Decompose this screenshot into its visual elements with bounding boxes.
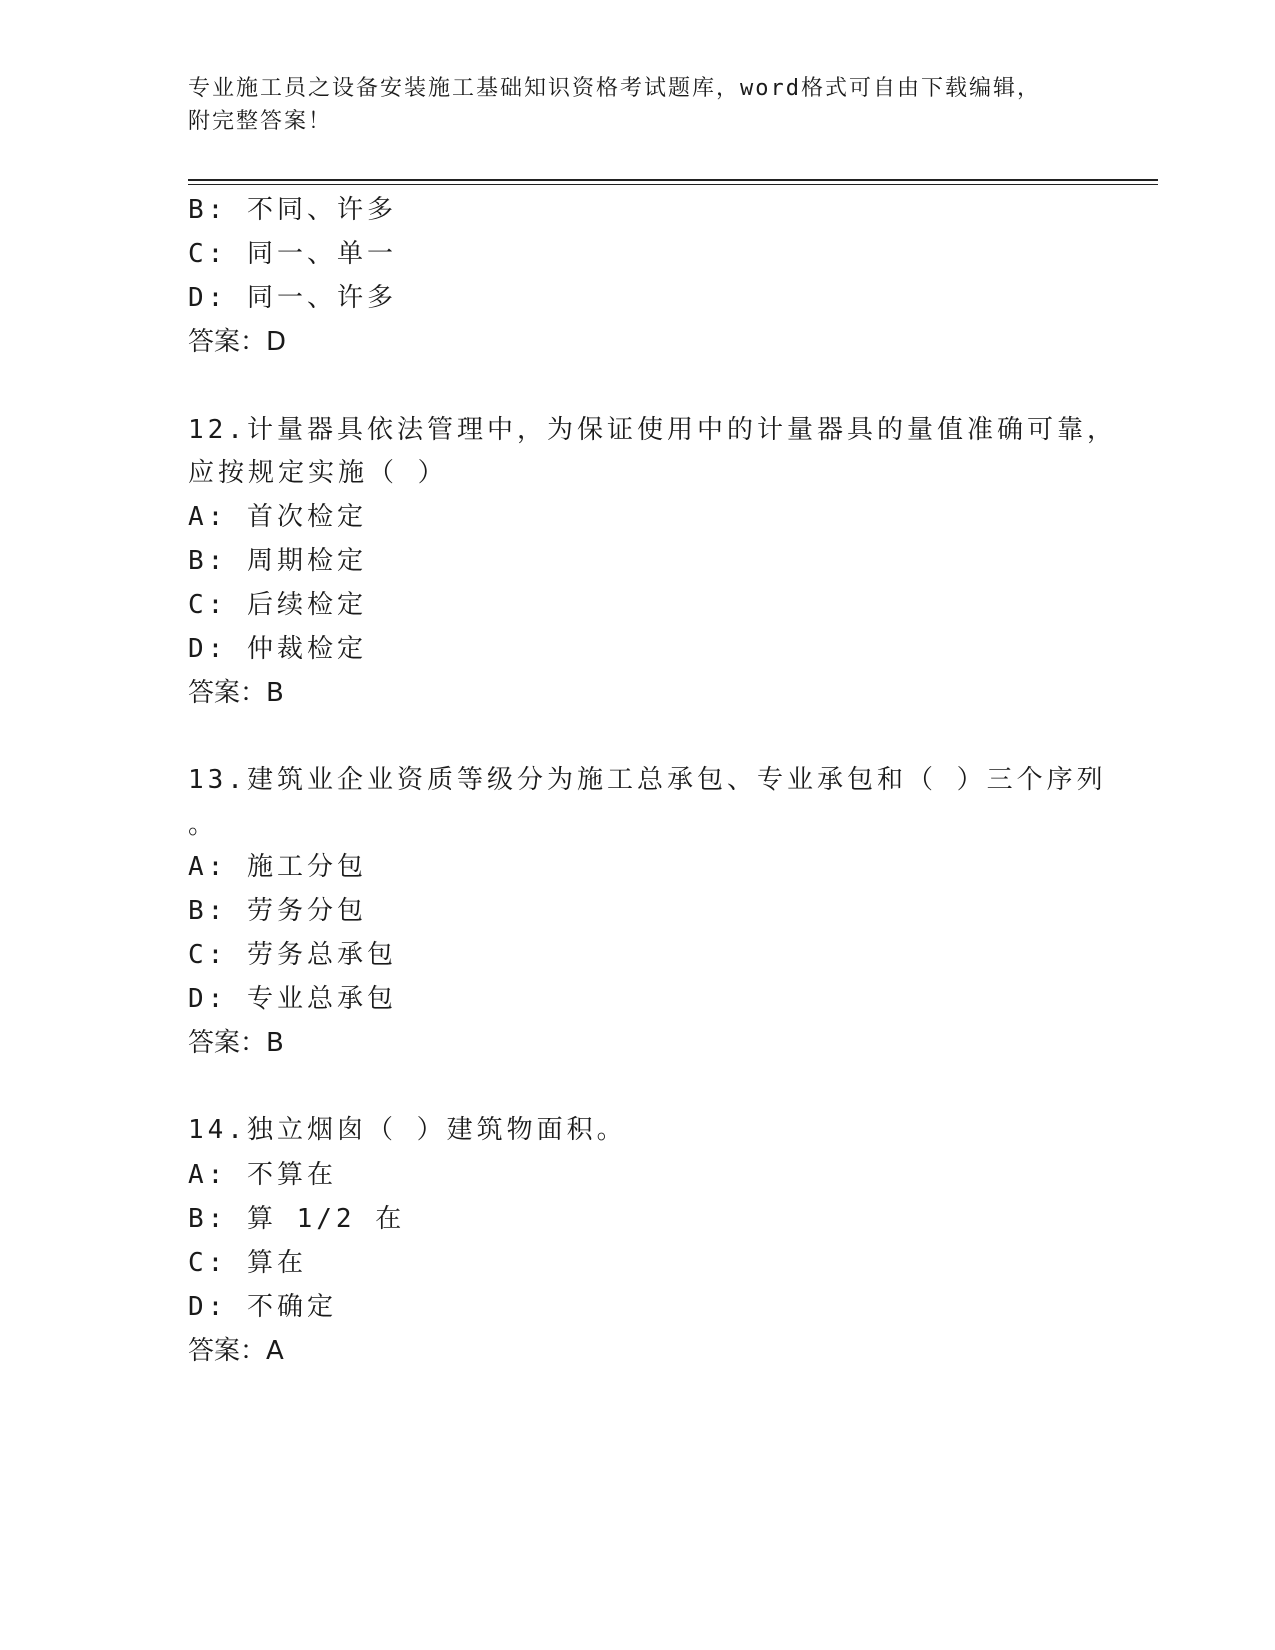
header-rule-thick <box>188 179 1158 181</box>
q12-stem-line-1: 12.计量器具依法管理中，为保证使用中的计量器具的量值准确可靠， <box>188 415 1117 445</box>
q13-option-a: A: 施工分包 <box>188 852 367 882</box>
q14-option-d: D: 不确定 <box>188 1292 337 1322</box>
header-line-1: 专业施工员之设备安装施工基础知识资格考试题库，word格式可自由下载编辑， <box>188 76 1041 101</box>
q11-answer: 答案：D <box>188 327 287 357</box>
q12-option-b: B: 周期检定 <box>188 546 367 576</box>
q11-option-c: C: 同一、单一 <box>188 239 397 269</box>
header-line-2: 附完整答案！ <box>188 109 333 134</box>
q11-option-b: B: 不同、许多 <box>188 195 397 225</box>
q14-option-b: B: 算 1/2 在 <box>188 1204 406 1234</box>
q12-stem-line-2: 应按规定实施（ ） <box>188 458 448 488</box>
q13-option-d: D: 专业总承包 <box>188 984 397 1014</box>
q12-answer: 答案：B <box>188 678 284 708</box>
q14-answer: 答案：A <box>188 1336 284 1366</box>
q11-option-d: D: 同一、许多 <box>188 283 397 313</box>
q12-option-a: A: 首次检定 <box>188 502 367 532</box>
q12-option-d: D: 仲裁检定 <box>188 634 367 664</box>
q14-option-c: C: 算在 <box>188 1248 307 1278</box>
q13-option-b: B: 劳务分包 <box>188 896 367 926</box>
q13-option-c: C: 劳务总承包 <box>188 940 397 970</box>
q14-stem-line-1: 14.独立烟囱（ ）建筑物面积。 <box>188 1115 627 1145</box>
q13-stem-line-2: 。 <box>188 810 219 840</box>
q12-option-c: C: 后续检定 <box>188 590 367 620</box>
q13-answer: 答案：B <box>188 1028 284 1058</box>
q14-option-a: A: 不算在 <box>188 1160 337 1190</box>
q13-stem-line-1: 13.建筑业企业资质等级分为施工总承包、专业承包和（ ）三个序列 <box>188 765 1107 795</box>
document-header <box>188 72 1088 138</box>
header-rule-thin <box>188 184 1158 185</box>
